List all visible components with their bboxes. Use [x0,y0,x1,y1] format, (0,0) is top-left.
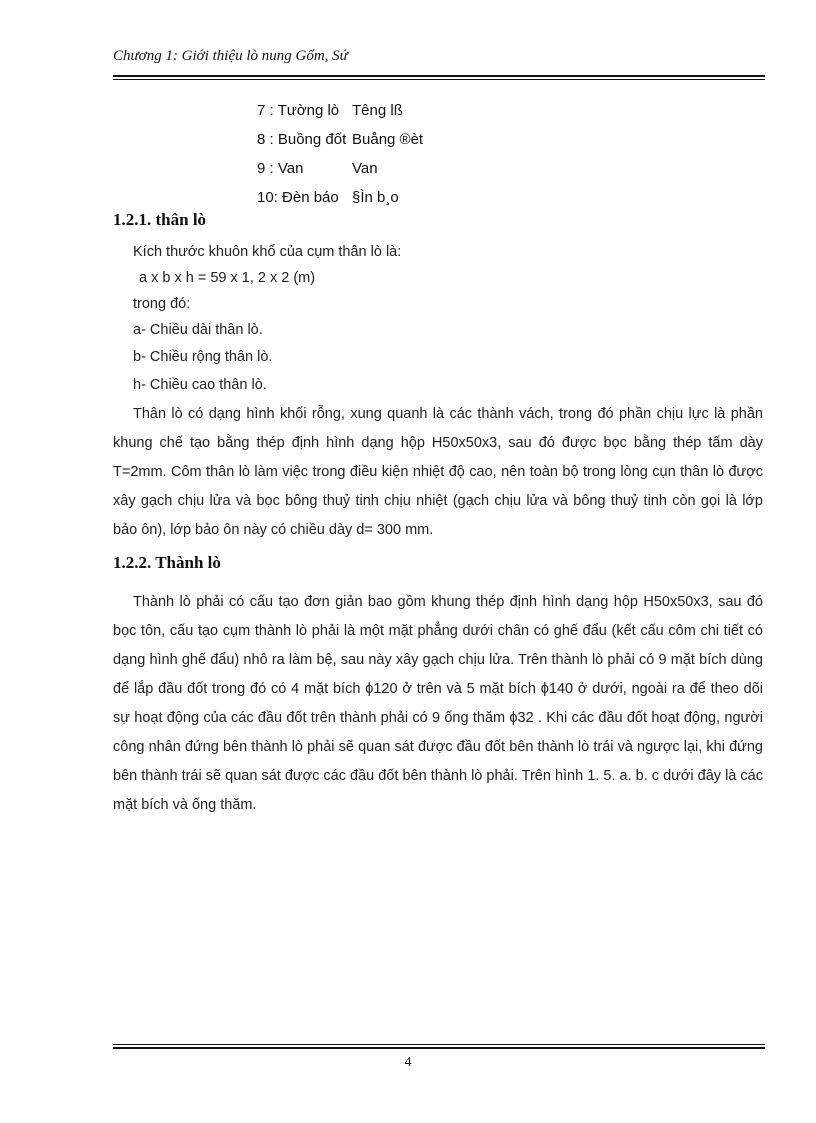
body-line: Kích thước khuôn khổ của cụm thân lò là: [133,244,402,260]
footer-rule-thin [113,1044,765,1045]
section-heading-than-lo: 1.2.1. thân lò [113,210,207,229]
formula-line: a x b x h = 59 x 1, 2 x 2 (m) [139,270,316,286]
legend-label: 7 : Tường lò [257,102,340,119]
header-rule-thick [113,75,765,77]
legend-label: 8 : Buồng đốt [257,131,347,148]
page-header-title: Chương 1: Giới thiệu lò nung Gốm, Sứ [113,48,348,64]
definition-line: b- Chiều rộng thân lò. [133,349,273,365]
footer-rule-thick [113,1047,765,1049]
legend-alt-label: §Ìn b¸o [352,189,399,206]
legend-alt-label: Van [352,160,378,177]
section-heading-thanh-lo: 1.2.2. Thành lò [113,553,221,572]
paragraph-text: Thân lò có dạng hình khối rỗng, xung quanh là các thành vách, trong đó phần chịu lực là phần khung chế tạo bằng thép định hình dạng hộp H50x50x3, sau đó được bọc bằng thép tấm dày T=2mm. Côm thân lò làm việc trong điều kiện nhiệt độ cao, nên toàn bộ trong lòng cụn thân lò được xây gạch chịu lửa và bọc bông thuỷ tinh chịu nhiệt (gạch chịu lửa và bông thuỷ tinh còn gọi là lớp bảo ôn), lớp bảo ôn này có chiều dày d= 300 mm. [113,406,763,538]
body-line: trong đó: [133,296,191,312]
definition-line: a- Chiều dài thân lò. [133,322,263,338]
legend-label: 9 : Van [257,160,304,177]
paragraph-text: Thành lò phải có cấu tạo đơn giản bao gồm khung thép định hình dạng hộp H50x50x3, sau đó bọc tôn, cấu tạo cụm thành lò phải là một mặt phẳng dưới chân có ghế đẩu (kết cấu côm chi tiết có dạng hình ghế đẩu) nhô ra làm bệ, sau này xây gạch chịu lửa. Trên thành lò phải có 9 mặt bích dùng để lắp đầu đốt trong đó có 4 mặt bích ϕ120 ở trên và 5 mặt bích ϕ140 ở dưới, ngoài ra để theo dõi sự hoạt động của các đầu đốt trên thành phải có 9 ống thăm ϕ32 . Khi các đầu đốt hoạt động, người công nhân đứng bên thành lò phải sẽ quan sát được đầu đốt bên thành lò trái và ngược lại, khi đứng bên thành trái sẽ quan sát được các đầu đốt bên thành lò phải. Trên hình 1. 5. a. b. c dưới đây là các mặt bích và ống thăm. [113,594,763,813]
section1-paragraph [113,400,763,545]
legend-alt-label: Têng lß [352,102,403,119]
definition-line: h- Chiều cao thân lò. [133,377,267,393]
header-rule-thin [113,79,765,80]
page-number: 4 [404,1055,412,1070]
section2-paragraph [113,588,763,820]
legend-alt-label: Buång ®èt [352,131,424,148]
legend-label: 10: Đèn báo [257,189,339,206]
